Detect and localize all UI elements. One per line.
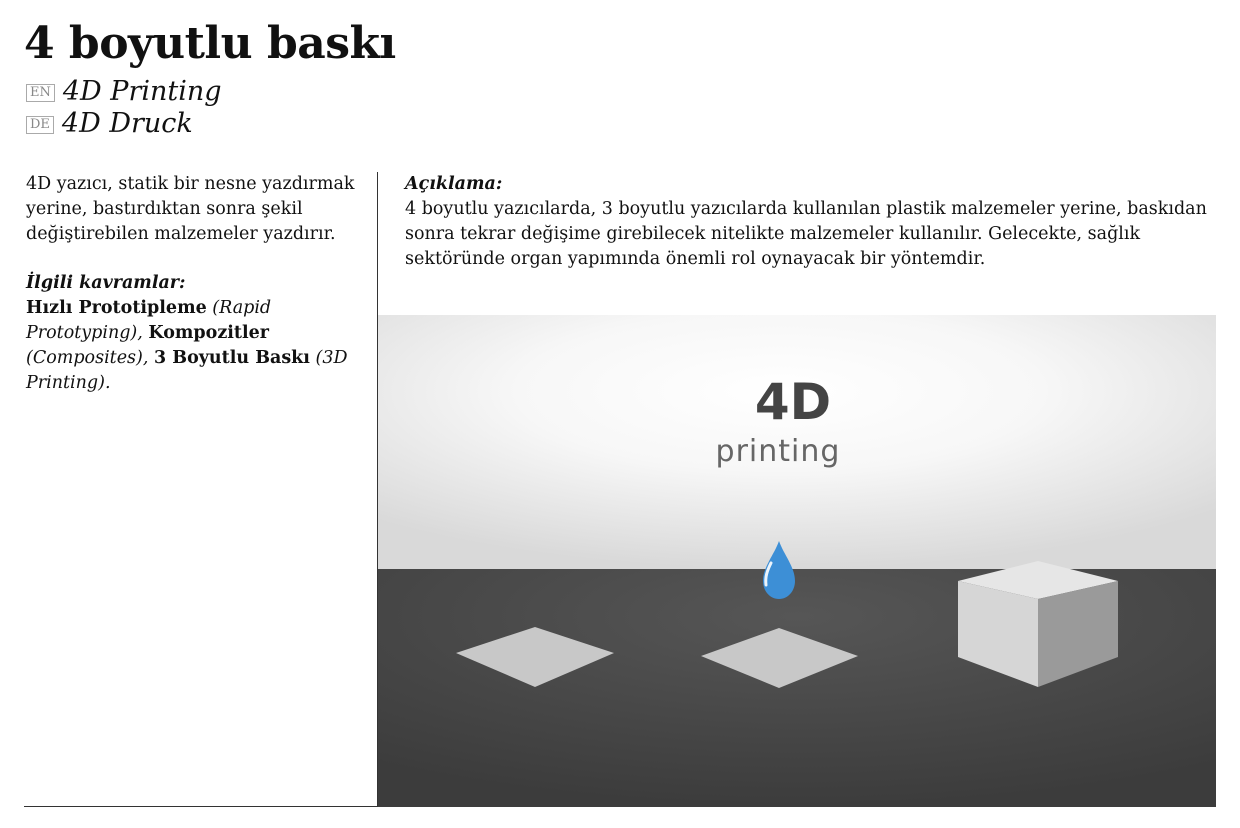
related-heading: İlgili kavramlar:	[26, 273, 186, 293]
translation-en-text: 4D Printing	[62, 76, 222, 107]
related-term: Hızlı Prototipleme	[26, 298, 207, 318]
illustration-svg	[378, 315, 1216, 807]
page-title: 4 boyutlu baskı	[24, 18, 396, 69]
related-term-en: (Composites),	[26, 348, 149, 368]
related-term-en: (Rapid Prototyping),	[26, 298, 272, 343]
figure-title: 4D	[754, 373, 832, 431]
illustration-4d-printing	[378, 315, 1216, 807]
related-term: 3 Boyutlu Baskı	[154, 348, 310, 368]
lang-badge-en: EN	[26, 84, 55, 102]
related-term-en: (3D Printing).	[26, 348, 348, 393]
figure-subtitle: printing	[715, 434, 841, 469]
definition-text: 4D yazıcı, statik bir nesne yazdırmak yerine, bastırdıktan sonra şekil değiştirebilen malzemeler yazdırır.	[26, 174, 355, 244]
explanation-text: 4 boyutlu yazıcılarda, 3 boyutlu yazıcılarda kullanılan plastik malzemeler yerine, baskıdan sonra tekrar değişime girebilecek nitelikte malzemeler kullanılır. Gelecekte, sağlık sektöründe organ yapımında önemli rol oynayacak bir yöntemdir.	[405, 199, 1207, 269]
related-concepts	[26, 271, 366, 396]
translation-en	[26, 76, 222, 108]
left-column	[26, 172, 366, 396]
related-list	[26, 296, 366, 396]
translation-de-text: 4D Druck	[61, 108, 193, 139]
right-column	[405, 172, 1215, 272]
explanation-heading: Açıklama:	[405, 174, 503, 194]
translation-de	[26, 108, 193, 140]
bottom-rule	[24, 806, 378, 807]
related-term: Kompozitler	[148, 323, 270, 343]
lang-badge-de: DE	[26, 116, 54, 134]
